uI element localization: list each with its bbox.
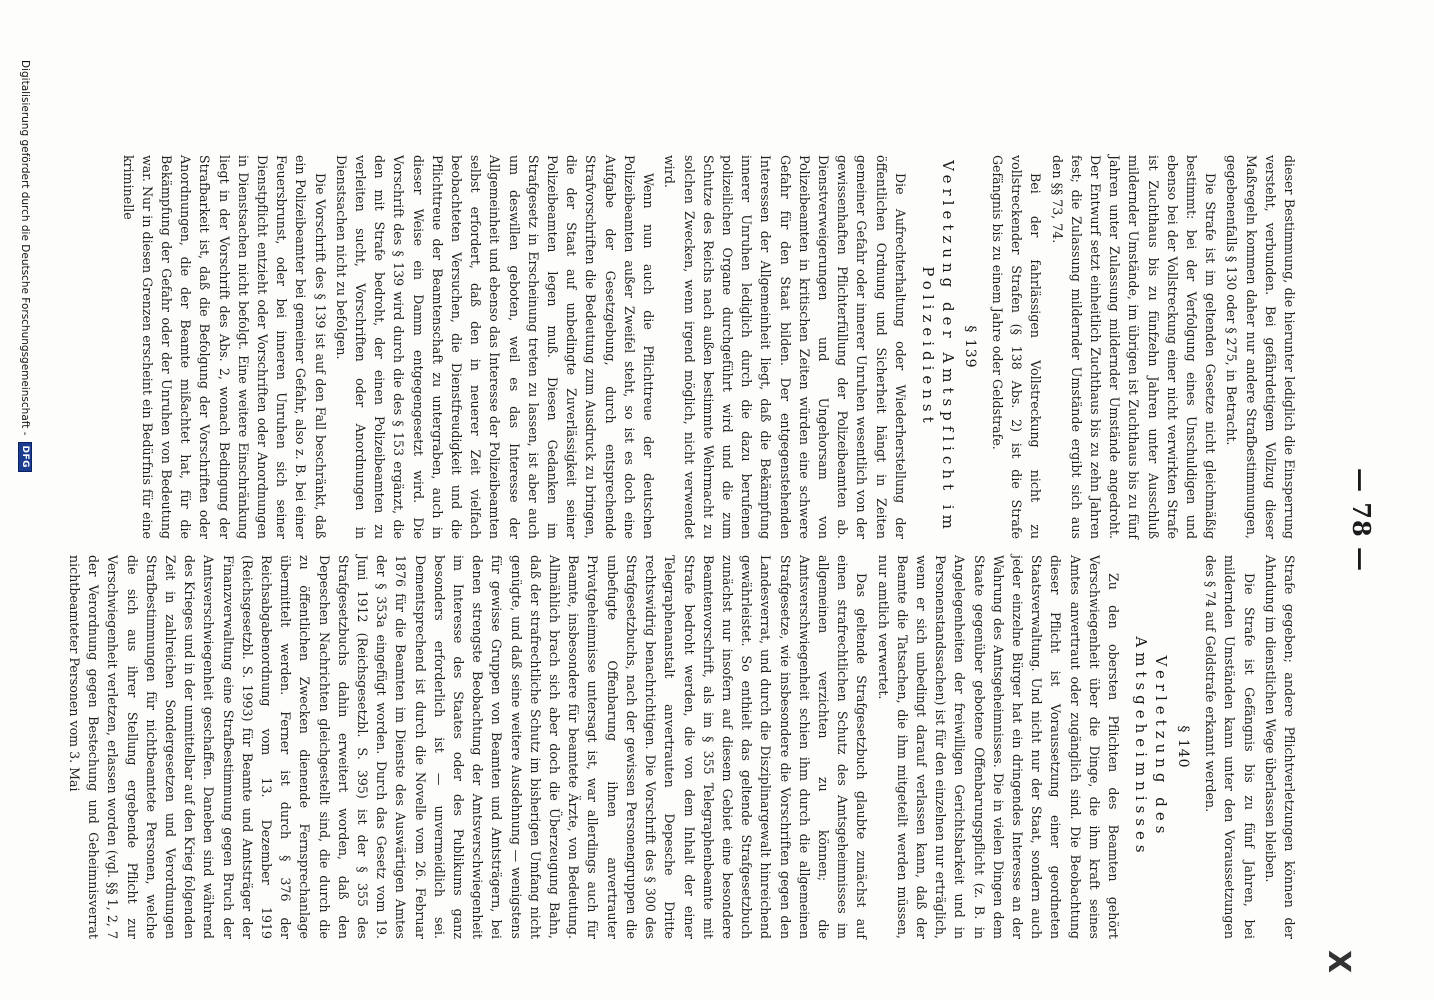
- paragraph: Die Aufrechterhaltung oder Wiederherstellung der öffentlichen Ordnung und Sicherheit hängt in Zeiten gemeiner Gefahr oder innerer Unruhen wesentlich von der gewissenhaften Pflichterfüllung der Polizeibeamten ab. Dienstverweigerungen und Ungehorsam von Polizeibeamten in kritischen Zeiten würden eine schwere Gefahr für den Staat bilden. Der entgegenstehenden Interessen der Allgemeinheit liegt, daß die Bekämpfung innerer Unruhen lediglich durch die dazu berufenen polizeilichen Organe durchgeführt wird und die zum Schutze des Reichs nach außen bestimmte Wehrmacht zu solchen Zwecken, wenn irgend möglich, nicht verwendet wird.: [662, 155, 908, 539]
- paragraph: Die Strafe ist Gefängnis bis zu fünf Jahren, bei mildernden Umständen kann unter den Voraussetzungen des § 74 auf Geldstrafe erkannt werden.: [1203, 555, 1257, 939]
- page-header: [1321, 100, 1376, 974]
- paragraph: Die Strafe ist im geltenden Gesetze nicht gleichmäßig bestimmt: bei der Verfolgung eines Unschuldigen und ebenso bei der Vollstreckung einer nicht verwirkten Strafe ist Zuchthaus bis zu fünfzehn Jahren unter Ausschluß mildernder Umstände, im übrigen ist Zuchthaus bis zu fünf Jahren unter Zulassung mildernder Umstände angedroht. Der Entwurf setzt einheitlich Zuchthaus bis zu zehn Jahren fest; die Zulassung mildernder Umstände ergibt sich aus den §§ 73, 74.: [1049, 155, 1219, 539]
- paragraph: Das geltende Strafgesetzbuch glaubte zunächst auf einen strafrechtlichen Schutz des Amtsgeheimnisses im allgemeinen verzichten zu können; die Amtsverschwiegenheit schien ihm durch die allgemeinen Strafgesetze, wie insbesondere die Vorschriften gegen den Landesverrat, und durch die Disziplinargewalt hinreichend gewährleistet. So enthielt das geltende Strafgesetzbuch zunächst nur insofern auf diesem Gebiet eine besondere Beamtenvorschrift, als im § 355 Telegraphenbeamte mit Strafe bedroht werden, die von dem Inhalt der einer Telegraphenanstalt anvertrauten Depesche Dritte rechtswidrig benachrichtigen. Die Vorschrift des § 300 des Strafgesetzbuchs, nach der gewissen Personengruppen die unbefugte Offenbarung ihnen anvertrauter Privatgeheimnisse untersagt ist, war allerdings auch für Beamte, insbesondere für beamtete Ärzte, von Bedeutung. Allmählich brach sich aber doch die Überzeugung Bahn, daß der strafrechtliche Schutz im bisherigen Umfang nicht genügte, und daß seine weitere Ausdehnung — wenigstens für gewisse Gruppen von Beamten und Amtsträgern, bei denen strengste Beobachtung der Amtsverschwiegenheit im Interesse des Staates oder des Publikums ganz besonders erforderlich ist — unvermeidlich sei. Dementsprechend ist durch die Novelle vom 26. Februar 1876 für die Beamten im Dienste des Auswärtigen Amtes der § 353a eingefügt worden. Durch das Gesetz vom 19. Juni 1912 (Reichsgesetzbl. S. 395) ist der § 355 des Strafgesetzbuchs dahin erweitert worden, daß den Depeschen Nachrichten gleichgestellt sind, die durch die zu öffentlichen Zwecken dienende Fernsprechanlage übermittelt werden. Ferner ist durch § 376 der Reichsabgabenordnung vom 13. Dezember 1919 (Reichsgesetzbl. S. 1993) für Beamte und Amtsträger der Finanzverwaltung eine Strafbestimmung gegen Bruch der Amtsverschwiegenheit geschaffen. Daneben sind während des Krieges und in der unmittelbar auf den Krieg folgenden Zeit in zahlreichen Sondergesetzen und Verordnungen Strafbestimmungen für nichtbeamtete Personen, welche die sich aus ihrer Stellung ergebende Pflicht zur Verschwiegenheit verletzen, erlassen worden (vgl. §§ 1, 2, 7 der Verordnung gegen Bestechung und Geheimnisverrat nichtbeamteter Personen vom 3. Mai: [67, 555, 870, 939]
- page-number: — 78 —: [1347, 467, 1376, 573]
- handwritten-mark: X: [1321, 950, 1356, 974]
- section-number: § 139: [961, 325, 978, 369]
- paragraph: Bei der fahrlässigen Vollstreckung nicht zu vollstreckender Strafen (§ 138 Abs. 2) ist die Strafe Gefängnis bis zu einem Jahre oder Geldstrafe.: [989, 155, 1044, 539]
- paragraph: Die Vorschrift des § 139 ist auf den Fall beschränkt, daß ein Polizeibeamter bei gemeiner Gefahr, also z. B. bei einer Feuersbrunst, oder bei inneren Unruhen sich seiner Dienstpflicht entzieht oder Vorschriften oder Anordnungen in Dienstsachen nicht befolgt. Eine weitere Einschränkung liegt in der Vorschrift des Abs. 2, wonach Bedingung der Strafbarkeit ist, daß die Befolgung der Vorschriften oder Anordnungen, die der Beamte mißachtet hat, für die Bekämpfung der Gefahr oder der Unruhen von Bedeutung war. Nur in diesen Grenzen erscheint ein Bedürfnis für eine kriminelle: [120, 155, 328, 539]
- section-number: § 140: [1174, 725, 1191, 769]
- section-title: Verletzung der Amtspflicht im Polizeidienst: [918, 160, 957, 534]
- section-title: Verletzung des Amtsgeheimnisses: [1131, 636, 1170, 858]
- paragraph: Wenn nun auch die Pflichttreue der deutschen Polizeibeamten außer Zweifel steht, so ist es doch eine Aufgabe der Gesetzgebung, durch entsprechende Strafvorschriften die Bedeutung zum Ausdruck zu bringen, die der Staat auf unbedingte Zuverlässigkeit seiner Polizeibeamten legen muß. Diesen Gedanken im Strafgesetz in Erscheinung treten zu lassen, ist aber auch um deswillen geboten, weil es das Interesse der Allgemeinheit und ebenso das Interesse der Polizeibeamten selbst erfordert, daß den in neuerer Zeit vielfach beobachteten Versuchen, die Dienstfreudigkeit und die Pflichttreue der Beamtenschaft zu untergraben, auch in dieser Weise ein Damm entgegengesetzt wird. Die Vorschrift des § 139 wird durch die des § 153 ergänzt, die den mit Strafe bedroht, der einen Polizeibeamten zu verleiten sucht, Vorschriften oder Anordnungen in Dienstsachen nicht zu befolgen.: [333, 155, 657, 539]
- digitization-footer: [12, 60, 38, 940]
- left-column: [69, 155, 1299, 539]
- dfg-logo: DFG: [18, 442, 32, 473]
- paragraph: dieser Bestimmung, die hierunter lediglich die Einsperrung versteht, verbunden. Bei gefährdetigem Vollzug dieser Maßregeln kommen daher nur andere Strafbestimmungen, gegebenenfalls § 130 oder § 275, in Betracht.: [1224, 155, 1297, 539]
- right-column: [69, 555, 1299, 939]
- footer-text: Digitalisierung gefördert durch die Deutsche Forschungsgemeinschaft -: [19, 60, 31, 436]
- paragraph: Zu den obersten Pflichten des Beamten gehört Verschwiegenheit über die Dinge, die ihm kraft seines Amtes anvertraut oder zugänglich sind. Die Beobachtung dieser Pflicht ist Voraussetzung einer geordneten Staatsverwaltung. Und nicht nur der Staat, sondern auch jeder einzelne Bürger hat ein dringendes Interesse an der Wahrung des Amtsgeheimnisses. Die in vielen Dingen dem Staate gegenüber gebotene Offenbarungspflicht (z. B. in Angelegenheiten der freiwilligen Gerichtsbarkeit und in Personenstandssachen) ist für den einzelnen nur erträglich, wenn er sich unbedingt darauf verlassen kann, daß der Beamte die Tatsachen, die ihm mitgeteilt werden müssen, nur amtlich verwertet.: [875, 555, 1121, 939]
- paragraph: Strafe gegeben; andere Pflichtverletzungen können der Ahndung im dienstlichen Wege überlassen bleiben.: [1262, 555, 1297, 939]
